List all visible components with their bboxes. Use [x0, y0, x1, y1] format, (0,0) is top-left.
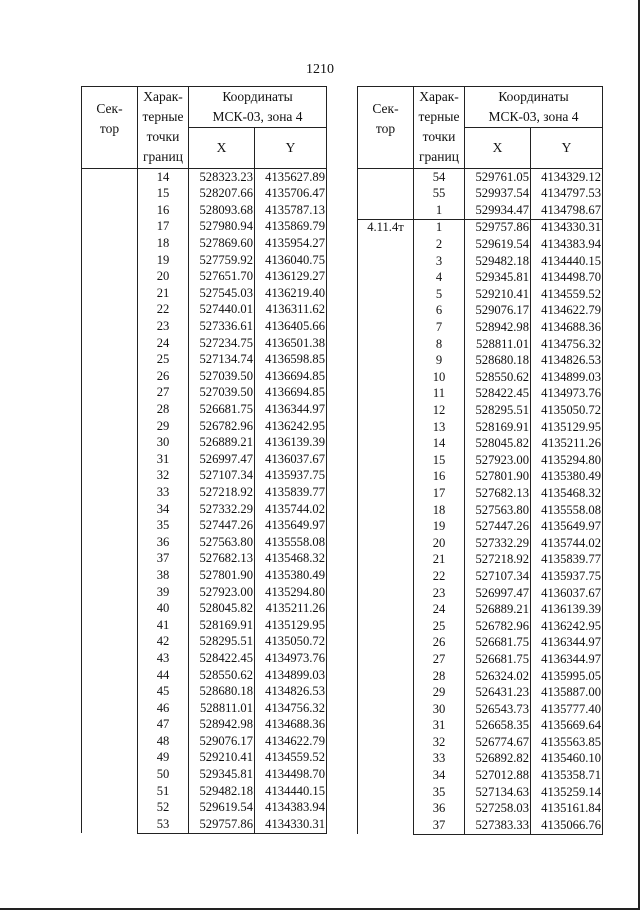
point-number-cell: 20: [138, 269, 189, 286]
y-coordinate-cell: 4134797.53: [531, 186, 603, 203]
point-number-cell: 14: [414, 436, 465, 453]
point-number-cell: 1: [414, 202, 465, 219]
y-coordinate-cell: 4136037.67: [531, 585, 603, 602]
point-number-cell: 23: [138, 318, 189, 335]
point-number-cell: 17: [138, 219, 189, 236]
point-number-cell: 17: [414, 485, 465, 502]
y-coordinate-cell: 4134330.31: [255, 816, 327, 833]
point-number-cell: 12: [414, 402, 465, 419]
point-number-cell: 21: [138, 285, 189, 302]
point-number-cell: 30: [414, 701, 465, 718]
x-coordinate-cell: 528295.51: [189, 634, 255, 651]
x-coordinate-cell: 527107.34: [465, 568, 531, 585]
x-coordinate-cell: 527134.63: [465, 784, 531, 801]
y-coordinate-cell: 4135839.77: [255, 484, 327, 501]
x-coordinate-cell: 528422.45: [189, 650, 255, 667]
point-number-cell: 26: [414, 635, 465, 652]
x-coordinate-cell: 527447.26: [189, 517, 255, 534]
y-coordinate-cell: 4134330.31: [531, 219, 603, 236]
x-coordinate-cell: 528169.91: [189, 617, 255, 634]
page-number: 1210: [306, 62, 334, 77]
x-coordinate-cell: 528045.82: [189, 600, 255, 617]
y-coordinate-cell: 4135460.10: [531, 751, 603, 768]
y-coordinate-cell: 4136311.62: [255, 302, 327, 319]
x-coordinate-cell: 527218.92: [465, 552, 531, 569]
header-x: X: [465, 128, 531, 169]
x-coordinate-cell: 529757.86: [465, 219, 531, 236]
table-row: [358, 169, 603, 186]
point-number-cell: 38: [138, 567, 189, 584]
x-coordinate-cell: 528680.18: [465, 353, 531, 370]
x-coordinate-cell: 527869.60: [189, 235, 255, 252]
y-coordinate-cell: 4134383.94: [531, 236, 603, 253]
y-coordinate-cell: 4135627.89: [255, 169, 327, 186]
y-coordinate-cell: 4134688.36: [531, 319, 603, 336]
y-coordinate-cell: 4135468.32: [255, 551, 327, 568]
x-coordinate-cell: 527134.74: [189, 352, 255, 369]
point-number-cell: 16: [138, 202, 189, 219]
point-number-cell: 32: [414, 734, 465, 751]
x-coordinate-cell: 527651.70: [189, 269, 255, 286]
y-coordinate-cell: 4136598.85: [255, 352, 327, 369]
x-coordinate-cell: 527258.03: [465, 801, 531, 818]
x-coordinate-cell: 527682.13: [189, 551, 255, 568]
point-number-cell: 22: [138, 302, 189, 319]
x-coordinate-cell: 527440.01: [189, 302, 255, 319]
y-coordinate-cell: 4136405.66: [255, 318, 327, 335]
x-coordinate-cell: 529619.54: [465, 236, 531, 253]
point-number-cell: 18: [414, 502, 465, 519]
header-x: X: [189, 128, 255, 169]
y-coordinate-cell: 4136344.97: [531, 635, 603, 652]
y-coordinate-cell: 4134383.94: [255, 800, 327, 817]
x-coordinate-cell: 529076.17: [189, 733, 255, 750]
header-y: Y: [531, 128, 603, 169]
x-coordinate-cell: 529076.17: [465, 303, 531, 320]
point-number-cell: 27: [414, 651, 465, 668]
point-number-cell: 35: [414, 784, 465, 801]
y-coordinate-cell: 4135259.14: [531, 784, 603, 801]
x-coordinate-cell: 526889.21: [465, 601, 531, 618]
x-coordinate-cell: 527923.00: [465, 452, 531, 469]
x-coordinate-cell: 529757.86: [189, 816, 255, 833]
x-coordinate-cell: 527234.75: [189, 335, 255, 352]
x-coordinate-cell: 527332.29: [465, 535, 531, 552]
point-number-cell: 35: [138, 517, 189, 534]
x-coordinate-cell: 527801.90: [465, 469, 531, 486]
point-number-cell: 22: [414, 568, 465, 585]
x-coordinate-cell: 526681.75: [189, 401, 255, 418]
x-coordinate-cell: 529482.18: [189, 783, 255, 800]
x-coordinate-cell: 527801.90: [189, 567, 255, 584]
point-number-cell: 51: [138, 783, 189, 800]
header-sector: Сек- тор: [82, 87, 138, 169]
x-coordinate-cell: 526997.47: [465, 585, 531, 602]
y-coordinate-cell: 4136219.40: [255, 285, 327, 302]
x-coordinate-cell: 528942.98: [189, 717, 255, 734]
y-coordinate-cell: 4136344.97: [255, 401, 327, 418]
y-coordinate-cell: 4134826.53: [531, 353, 603, 370]
y-coordinate-cell: 4136037.67: [255, 451, 327, 468]
point-number-cell: 33: [138, 484, 189, 501]
point-number-cell: 8: [414, 336, 465, 353]
x-coordinate-cell: 526889.21: [189, 435, 255, 452]
point-number-cell: 6: [414, 303, 465, 320]
y-coordinate-cell: 4135050.72: [531, 402, 603, 419]
y-coordinate-cell: 4135937.75: [255, 468, 327, 485]
y-coordinate-cell: 4136694.85: [255, 368, 327, 385]
x-coordinate-cell: 527759.92: [189, 252, 255, 269]
y-coordinate-cell: 4136694.85: [255, 385, 327, 402]
x-coordinate-cell: 526324.02: [465, 668, 531, 685]
y-coordinate-cell: 4134498.70: [255, 766, 327, 783]
point-number-cell: 53: [138, 816, 189, 833]
x-coordinate-cell: 528811.01: [465, 336, 531, 353]
x-coordinate-cell: 526658.35: [465, 718, 531, 735]
y-coordinate-cell: 4135887.00: [531, 684, 603, 701]
point-number-cell: 19: [138, 252, 189, 269]
y-coordinate-cell: 4135777.40: [531, 701, 603, 718]
x-coordinate-cell: 527563.80: [189, 534, 255, 551]
y-coordinate-cell: 4134798.67: [531, 202, 603, 219]
x-coordinate-cell: 528942.98: [465, 319, 531, 336]
x-coordinate-cell: 529619.54: [189, 800, 255, 817]
point-number-cell: 28: [138, 401, 189, 418]
x-coordinate-cell: 526892.82: [465, 751, 531, 768]
point-number-cell: 50: [138, 766, 189, 783]
x-coordinate-cell: 529345.81: [189, 766, 255, 783]
point-number-cell: 42: [138, 634, 189, 651]
point-number-cell: 26: [138, 368, 189, 385]
point-number-cell: 30: [138, 435, 189, 452]
point-number-cell: 31: [414, 718, 465, 735]
point-number-cell: 44: [138, 667, 189, 684]
x-coordinate-cell: 529482.18: [465, 253, 531, 270]
x-coordinate-cell: 526543.73: [465, 701, 531, 718]
point-number-cell: 34: [414, 767, 465, 784]
header-coords: Координаты МСК-03, зона 4: [465, 87, 603, 128]
x-coordinate-cell: 529210.41: [189, 750, 255, 767]
point-number-cell: 25: [414, 618, 465, 635]
x-coordinate-cell: 527563.80: [465, 502, 531, 519]
y-coordinate-cell: 4136129.27: [255, 269, 327, 286]
point-number-cell: 41: [138, 617, 189, 634]
y-coordinate-cell: 4134899.03: [255, 667, 327, 684]
x-coordinate-cell: 526431.23: [465, 684, 531, 701]
point-number-cell: 34: [138, 501, 189, 518]
y-coordinate-cell: 4134826.53: [255, 683, 327, 700]
y-coordinate-cell: 4135558.08: [531, 502, 603, 519]
coordinates-table-left: [81, 86, 327, 834]
point-number-cell: 23: [414, 585, 465, 602]
point-number-cell: 37: [414, 817, 465, 834]
x-coordinate-cell: 527012.88: [465, 767, 531, 784]
y-coordinate-cell: 4135129.95: [531, 419, 603, 436]
y-coordinate-cell: 4135211.26: [255, 600, 327, 617]
x-coordinate-cell: 527039.50: [189, 385, 255, 402]
y-coordinate-cell: 4135787.13: [255, 202, 327, 219]
point-number-cell: 18: [138, 235, 189, 252]
x-coordinate-cell: 527107.34: [189, 468, 255, 485]
point-number-cell: 52: [138, 800, 189, 817]
point-number-cell: 14: [138, 169, 189, 186]
point-number-cell: 25: [138, 352, 189, 369]
y-coordinate-cell: 4135380.49: [531, 469, 603, 486]
point-number-cell: 37: [138, 551, 189, 568]
point-number-cell: 24: [414, 601, 465, 618]
point-number-cell: 28: [414, 668, 465, 685]
y-coordinate-cell: 4136501.38: [255, 335, 327, 352]
y-coordinate-cell: 4135129.95: [255, 617, 327, 634]
point-number-cell: 20: [414, 535, 465, 552]
point-number-cell: 47: [138, 717, 189, 734]
y-coordinate-cell: 4136242.95: [255, 418, 327, 435]
y-coordinate-cell: 4136040.75: [255, 252, 327, 269]
table-row: [358, 219, 603, 236]
y-coordinate-cell: 4134756.32: [531, 336, 603, 353]
sector-cell: 4.11.4т: [358, 219, 414, 834]
sector-cell: [82, 169, 138, 834]
x-coordinate-cell: 527218.92: [189, 484, 255, 501]
x-coordinate-cell: 527039.50: [189, 368, 255, 385]
x-coordinate-cell: 529937.54: [465, 186, 531, 203]
x-coordinate-cell: 527923.00: [189, 584, 255, 601]
y-coordinate-cell: 4136344.97: [531, 651, 603, 668]
x-coordinate-cell: 528045.82: [465, 436, 531, 453]
y-coordinate-cell: 4134756.32: [255, 700, 327, 717]
y-coordinate-cell: 4136242.95: [531, 618, 603, 635]
y-coordinate-cell: 4135563.85: [531, 734, 603, 751]
x-coordinate-cell: 526681.75: [465, 651, 531, 668]
x-coordinate-cell: 529934.47: [465, 202, 531, 219]
point-number-cell: 32: [138, 468, 189, 485]
x-coordinate-cell: 528323.23: [189, 169, 255, 186]
y-coordinate-cell: 4134440.15: [255, 783, 327, 800]
point-number-cell: 19: [414, 518, 465, 535]
point-number-cell: 4: [414, 270, 465, 287]
point-number-cell: 9: [414, 353, 465, 370]
x-coordinate-cell: 526681.75: [465, 635, 531, 652]
y-coordinate-cell: 4136139.39: [531, 601, 603, 618]
y-coordinate-cell: 4134498.70: [531, 270, 603, 287]
point-number-cell: 45: [138, 683, 189, 700]
y-coordinate-cell: 4135706.47: [255, 186, 327, 203]
y-coordinate-cell: 4134440.15: [531, 253, 603, 270]
point-number-cell: 15: [414, 452, 465, 469]
x-coordinate-cell: 528550.62: [465, 369, 531, 386]
x-coordinate-cell: 527336.61: [189, 318, 255, 335]
y-coordinate-cell: 4134688.36: [255, 717, 327, 734]
header-points: Харак- терные точки границ: [414, 87, 465, 169]
point-number-cell: 33: [414, 751, 465, 768]
y-coordinate-cell: 4135937.75: [531, 568, 603, 585]
point-number-cell: 13: [414, 419, 465, 436]
header-coords: Координаты МСК-03, зона 4: [189, 87, 327, 128]
y-coordinate-cell: 4136139.39: [255, 435, 327, 452]
y-coordinate-cell: 4135211.26: [531, 436, 603, 453]
point-number-cell: 21: [414, 552, 465, 569]
y-coordinate-cell: 4134559.52: [531, 286, 603, 303]
y-coordinate-cell: 4135066.76: [531, 817, 603, 834]
header-sector: Сек- тор: [358, 87, 414, 169]
x-coordinate-cell: 527545.03: [189, 285, 255, 302]
sector-cell: [358, 169, 414, 220]
y-coordinate-cell: 4135294.80: [255, 584, 327, 601]
x-coordinate-cell: 529210.41: [465, 286, 531, 303]
x-coordinate-cell: 528169.91: [465, 419, 531, 436]
y-coordinate-cell: 4135050.72: [255, 634, 327, 651]
x-coordinate-cell: 528093.68: [189, 202, 255, 219]
point-number-cell: 10: [414, 369, 465, 386]
point-number-cell: 40: [138, 600, 189, 617]
point-number-cell: 54: [414, 169, 465, 186]
y-coordinate-cell: 4134973.76: [255, 650, 327, 667]
point-number-cell: 16: [414, 469, 465, 486]
x-coordinate-cell: 526774.67: [465, 734, 531, 751]
point-number-cell: 46: [138, 700, 189, 717]
x-coordinate-cell: 526782.96: [189, 418, 255, 435]
table-row: [82, 169, 327, 186]
x-coordinate-cell: 527383.33: [465, 817, 531, 834]
y-coordinate-cell: 4135161.84: [531, 801, 603, 818]
point-number-cell: 43: [138, 650, 189, 667]
x-coordinate-cell: 527980.94: [189, 219, 255, 236]
point-number-cell: 5: [414, 286, 465, 303]
y-coordinate-cell: 4135869.79: [255, 219, 327, 236]
point-number-cell: 48: [138, 733, 189, 750]
point-number-cell: 29: [138, 418, 189, 435]
point-number-cell: 2: [414, 236, 465, 253]
y-coordinate-cell: 4135649.97: [255, 517, 327, 534]
x-coordinate-cell: 527447.26: [465, 518, 531, 535]
x-coordinate-cell: 526997.47: [189, 451, 255, 468]
x-coordinate-cell: 529345.81: [465, 270, 531, 287]
x-coordinate-cell: 527332.29: [189, 501, 255, 518]
y-coordinate-cell: 4134559.52: [255, 750, 327, 767]
point-number-cell: 1: [414, 219, 465, 236]
header-points: Харак- терные точки границ: [138, 87, 189, 169]
y-coordinate-cell: 4134329.12: [531, 169, 603, 186]
point-number-cell: 7: [414, 319, 465, 336]
y-coordinate-cell: 4135744.02: [531, 535, 603, 552]
y-coordinate-cell: 4135294.80: [531, 452, 603, 469]
point-number-cell: 24: [138, 335, 189, 352]
y-coordinate-cell: 4135839.77: [531, 552, 603, 569]
y-coordinate-cell: 4134622.79: [531, 303, 603, 320]
x-coordinate-cell: 528207.66: [189, 186, 255, 203]
y-coordinate-cell: 4134622.79: [255, 733, 327, 750]
y-coordinate-cell: 4135468.32: [531, 485, 603, 502]
point-number-cell: 3: [414, 253, 465, 270]
y-coordinate-cell: 4135558.08: [255, 534, 327, 551]
x-coordinate-cell: 528422.45: [465, 386, 531, 403]
point-number-cell: 36: [414, 801, 465, 818]
point-number-cell: 27: [138, 385, 189, 402]
x-coordinate-cell: 528550.62: [189, 667, 255, 684]
y-coordinate-cell: 4135995.05: [531, 668, 603, 685]
y-coordinate-cell: 4134973.76: [531, 386, 603, 403]
point-number-cell: 29: [414, 684, 465, 701]
point-number-cell: 49: [138, 750, 189, 767]
y-coordinate-cell: 4135380.49: [255, 567, 327, 584]
point-number-cell: 15: [138, 186, 189, 203]
y-coordinate-cell: 4135954.27: [255, 235, 327, 252]
point-number-cell: 11: [414, 386, 465, 403]
x-coordinate-cell: 528811.01: [189, 700, 255, 717]
x-coordinate-cell: 527682.13: [465, 485, 531, 502]
x-coordinate-cell: 528295.51: [465, 402, 531, 419]
x-coordinate-cell: 529761.05: [465, 169, 531, 186]
coordinates-table-right: [357, 86, 603, 835]
x-coordinate-cell: 526782.96: [465, 618, 531, 635]
point-number-cell: 31: [138, 451, 189, 468]
header-y: Y: [255, 128, 327, 169]
y-coordinate-cell: 4135669.64: [531, 718, 603, 735]
point-number-cell: 39: [138, 584, 189, 601]
point-number-cell: 55: [414, 186, 465, 203]
y-coordinate-cell: 4135649.97: [531, 518, 603, 535]
y-coordinate-cell: 4135744.02: [255, 501, 327, 518]
y-coordinate-cell: 4135358.71: [531, 767, 603, 784]
point-number-cell: 36: [138, 534, 189, 551]
y-coordinate-cell: 4134899.03: [531, 369, 603, 386]
x-coordinate-cell: 528680.18: [189, 683, 255, 700]
